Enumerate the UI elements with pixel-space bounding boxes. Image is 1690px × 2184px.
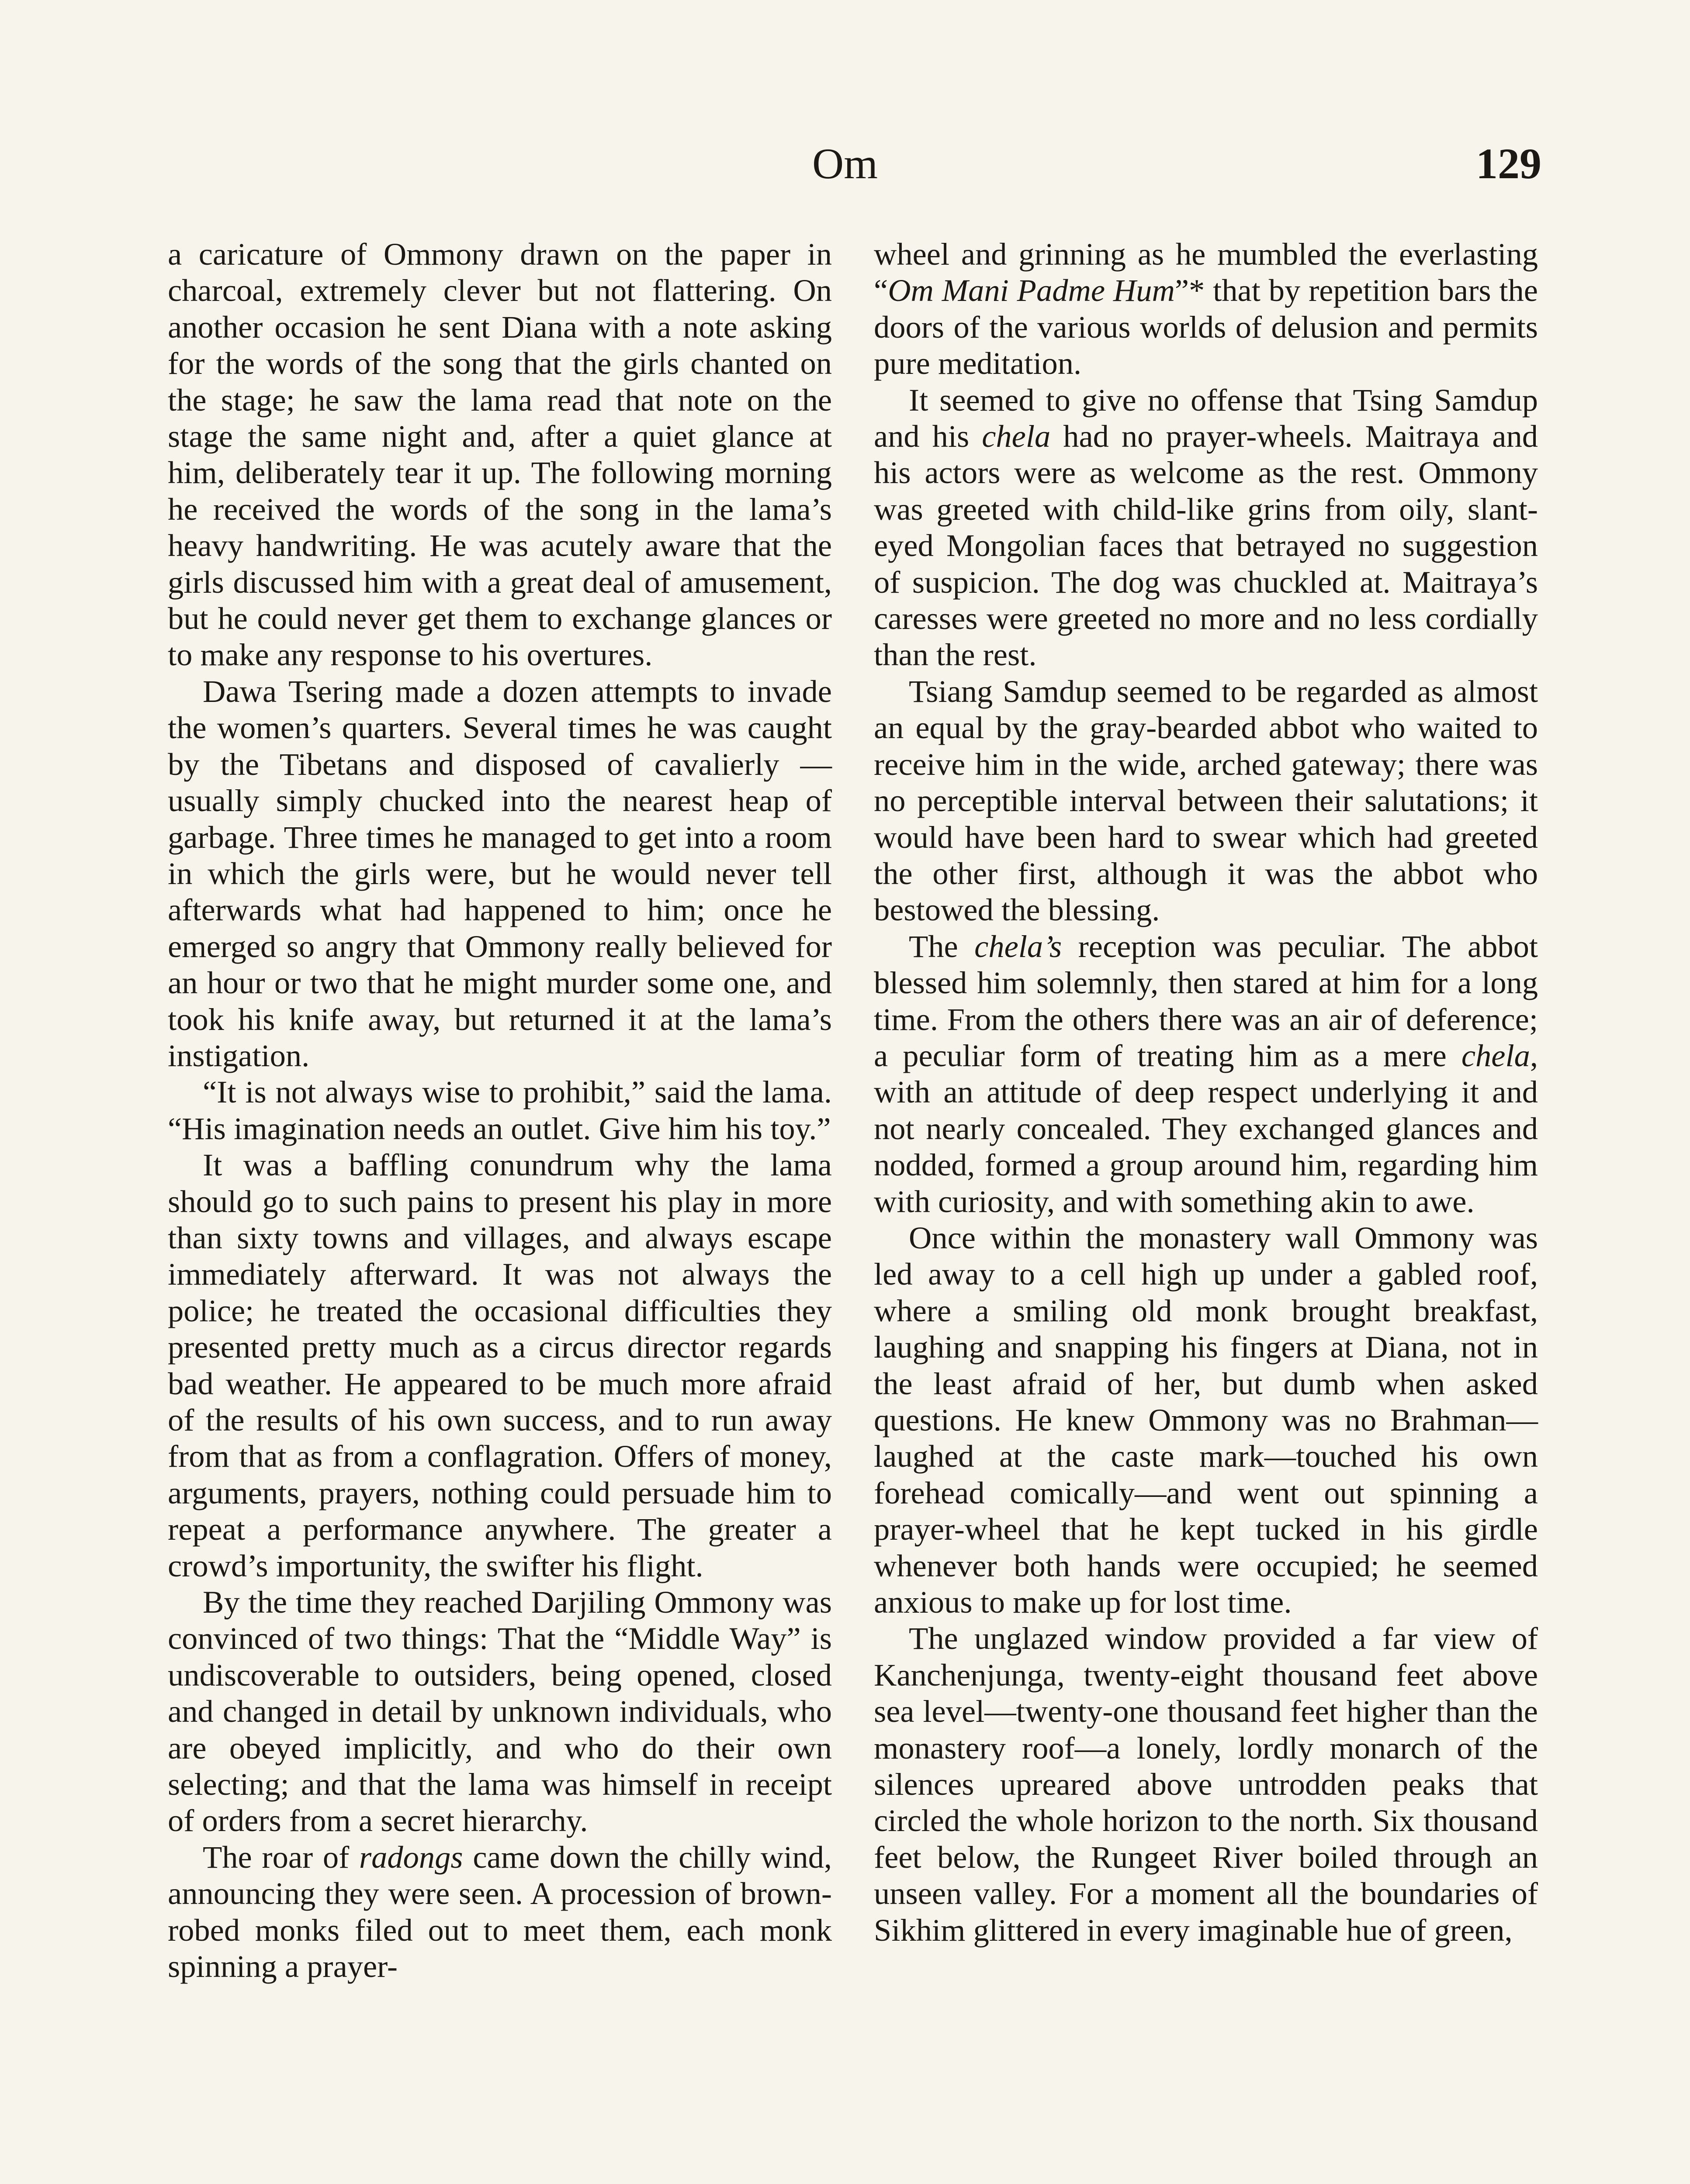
paragraph: Tsiang Samdup seemed to be regarded as almost an equal by the gray-bearded abbot who waited to receive him in the wide, arched gateway; there was no perceptible interval between their salutations; it would have been hard to swear which had greeted the other first, although it was the abbot who bestowed the blessing. bbox=[874, 673, 1538, 928]
paragraph: wheel and grinning as he mumbled the everlasting “Om Mani Padme Hum”* that by repetition bars the doors of the various worlds of delusion and permits pure meditation. bbox=[874, 236, 1538, 381]
italic-term: chela bbox=[1461, 1037, 1530, 1073]
italic-term: radongs bbox=[359, 1839, 463, 1875]
paragraph: Dawa Tsering made a dozen attempts to invade the women’s quarters. Several times he was caught by the Tibetans and disposed of cavalierly — usually simply chucked into the nearest heap of garbage. Three times he managed to get into a room in which the girls were, but he would never tell afterwards what had happened to him; once he emerged so angry that Ommony really believed for an hour or two that he might murder some one, and took his knife away, but returned it at the lama’s instigation. bbox=[168, 673, 832, 1073]
running-title: Om bbox=[812, 139, 878, 188]
paragraph: It was a baffling conundrum why the lama should go to such pains to present his play in more than sixty towns and villages, and always escape immediately afterward. It was not always the police; he treated the occasional difficulties they presented pretty much as a circus director regards bad weather. He appeared to be much more afraid of the results of his own success, and to run away from that as from a conflagration. Offers of money, arguments, prayers, nothing could persuade him to repeat a performance anywhere. The greater a crowd’s importunity, the swifter his flight. bbox=[168, 1147, 832, 1583]
right-column bbox=[874, 236, 1538, 1948]
left-column bbox=[168, 236, 832, 1985]
italic-term: chela’s bbox=[974, 928, 1062, 964]
paragraph: By the time they reached Darjiling Ommony was convinced of two things: That the “Middle Way” is undiscoverable to outsiders, being opened, closed and changed in detail by unknown individuals, who are obeyed implicitly, and who do their own selecting; and that the lama was himself in receipt of orders from a secret hierarchy. bbox=[168, 1584, 832, 1838]
paragraph: “It is not always wise to prohibit,” said the lama. “His imagination needs an outlet. Give him his toy.” bbox=[168, 1074, 832, 1146]
paragraph: Once within the monastery wall Ommony was led away to a cell high up under a gabled roof, where a smiling old monk brought breakfast, laughing and snapping his fingers at Diana, not in the least afraid of her, but dumb when asked questions. He knew Ommony was no Brahman—laughed at the caste mark—touched his own forehead comically—and went out spinning a prayer-wheel that he kept tucked in his girdle whenever both hands were occupied; he seemed anxious to make up for lost time. bbox=[874, 1220, 1538, 1620]
page-number: 129 bbox=[1476, 139, 1541, 188]
italic-term: Om Mani Padme Hum bbox=[888, 273, 1175, 308]
paragraph: The chela’s reception was peculiar. The abbot blessed him solemnly, then stared at him for a long time. From the others there was an air of deference; a peculiar form of treating him as a mere chela, with an attitude of deep respect underlying it and not nearly concealed. They exchanged glances and nodded, formed a group around him, regarding him with curiosity, and with something akin to awe. bbox=[874, 928, 1538, 1219]
paragraph: The unglazed window provided a far view of Kanchenjunga, twenty-eight thousand feet above sea level—twenty-one thousand feet higher than the monastery roof—a lonely, lordly monarch of the silences upreared above untrodden peaks that circled the whole horizon to the north. Six thousand feet below, the Rungeet River boiled through an unseen valley. For a moment all the boundaries of Sikhim glittered in every imaginable hue of green, bbox=[874, 1621, 1538, 1948]
paragraph: a caricature of Ommony drawn on the paper in charcoal, extremely clever but not flattering. On another occasion he sent Diana with a note asking for the words of the song that the girls chanted on the stage; he saw the lama read that note on the stage the same night and, after a quiet glance at him, deliberately tear it up. The following morning he received the words of the song in the lama’s heavy handwriting. He was acutely aware that the girls discussed him with a great deal of amusement, but he could never get them to exchange glances or to make any response to his overtures. bbox=[168, 236, 832, 673]
page-header bbox=[0, 131, 1690, 197]
italic-term: chela bbox=[982, 418, 1051, 454]
paragraph: It seemed to give no offense that Tsing Samdup and his chela had no prayer-wheels. Maitraya and his actors were as welcome as the rest. Ommony was greeted with child-like grins from oily, slant-eyed Mongolian faces that betrayed no suggestion of suspicion. The dog was chuckled at. Maitraya’s caresses were greeted no more and no less cordially than the rest. bbox=[874, 382, 1538, 673]
paragraph: The roar of radongs came down the chilly wind, announcing they were seen. A procession of brown-robed monks filed out to meet them, each monk spinning a prayer- bbox=[168, 1839, 832, 1984]
